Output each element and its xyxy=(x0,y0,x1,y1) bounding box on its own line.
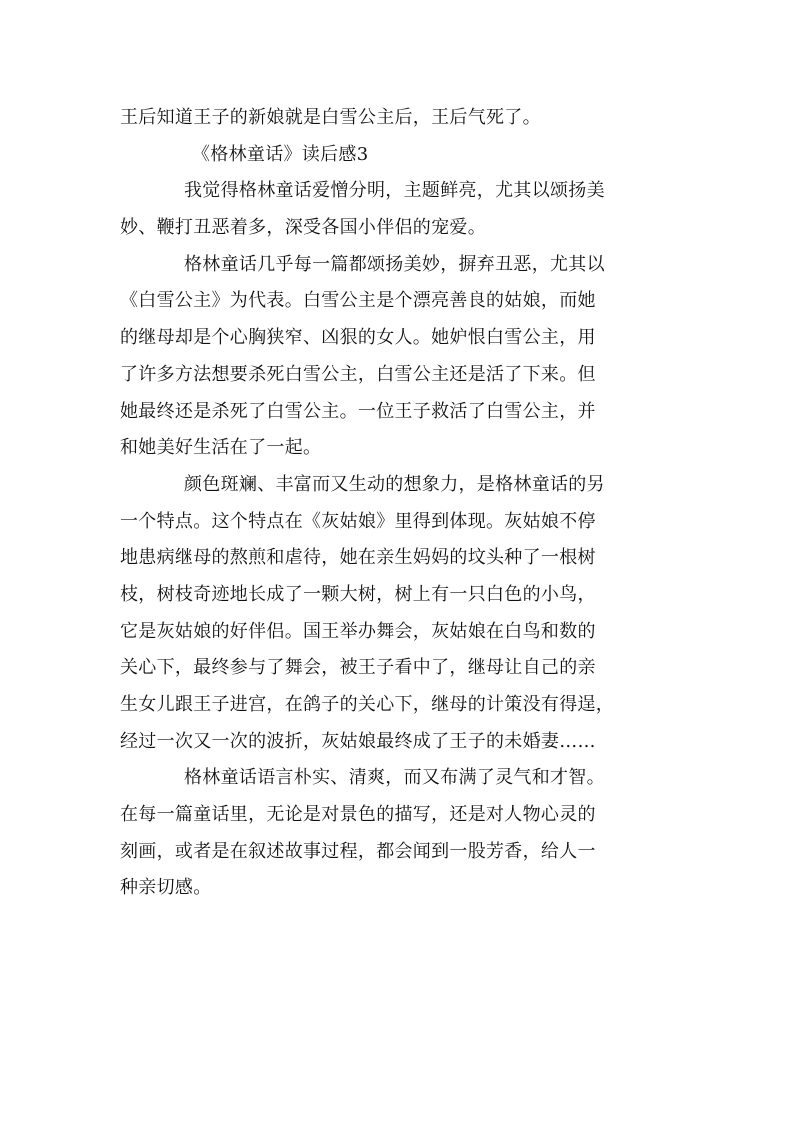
body-line: 王后知道王子的新娘就是白雪公主后，王后气死了。 xyxy=(120,107,541,128)
body-line: 地患病继母的熬煎和虐待，她在亲生妈妈的坟头种了一根树 xyxy=(120,547,596,569)
body-line: 关心下，最终参与了舞会，被王子看中了，继母让自己的亲 xyxy=(120,657,596,679)
body-line: 一个特点。这个特点在《灰姑娘》里得到体现。灰姑娘不停 xyxy=(120,510,596,532)
body-line: 刻画，或者是在叙述故事过程，都会闻到一股芳香，给人一 xyxy=(120,840,596,862)
body-line: 的继母却是个心胸狭窄、凶狠的女人。她妒恨白雪公主，用 xyxy=(120,327,596,349)
body-line: 种亲切感。 xyxy=(120,877,212,899)
body-line: 她最终还是杀死了白雪公主。一位王子救活了白雪公主，并 xyxy=(120,400,596,422)
body-line: 和她美好生活在了一起。 xyxy=(120,437,322,459)
body-line: 妙、鞭打丑恶着多，深受各国小伴侣的宠爱。 xyxy=(120,217,486,239)
body-line: 《白雪公主》为代表。白雪公主是个漂亮善良的姑娘，而她 xyxy=(120,290,596,312)
paragraph-first-line: 颜色斑斓、丰富而又生动的想象力，是格林童话的另 xyxy=(184,473,605,495)
document-body xyxy=(120,100,676,907)
body-line: 在每一篇童话里，无论是对景色的描写，还是对人物心灵的 xyxy=(120,804,596,826)
paragraph-first-line: 格林童话语言朴实、清爽，而又布满了灵气和才智。 xyxy=(184,767,605,789)
body-line: 了许多方法想要杀死白雪公主，白雪公主还是活了下来。但 xyxy=(120,363,596,385)
body-line: 枝，树枝奇迹地长成了一颗大树，树上有一只白色的小鸟， xyxy=(120,583,596,605)
paragraph-first-line: 我觉得格林童话爱憎分明，主题鲜亮，尤其以颂扬美 xyxy=(184,180,605,202)
paragraph-first-line: 格林童话几乎每一篇都颂扬美妙，摒弃丑恶，尤其以 xyxy=(184,253,605,275)
section-title: 《格林童话》读后感3 xyxy=(192,143,369,165)
body-line: 它是灰姑娘的好伴侣。国王举办舞会，灰姑娘在白鸟和数的 xyxy=(120,620,596,642)
body-line: 经过一次又一次的波折，灰姑娘最终成了王子的未婚妻…… xyxy=(120,730,596,752)
body-line: 生女儿跟王子进宫，在鸽子的关心下，继母的计策没有得逞， xyxy=(120,694,615,715)
